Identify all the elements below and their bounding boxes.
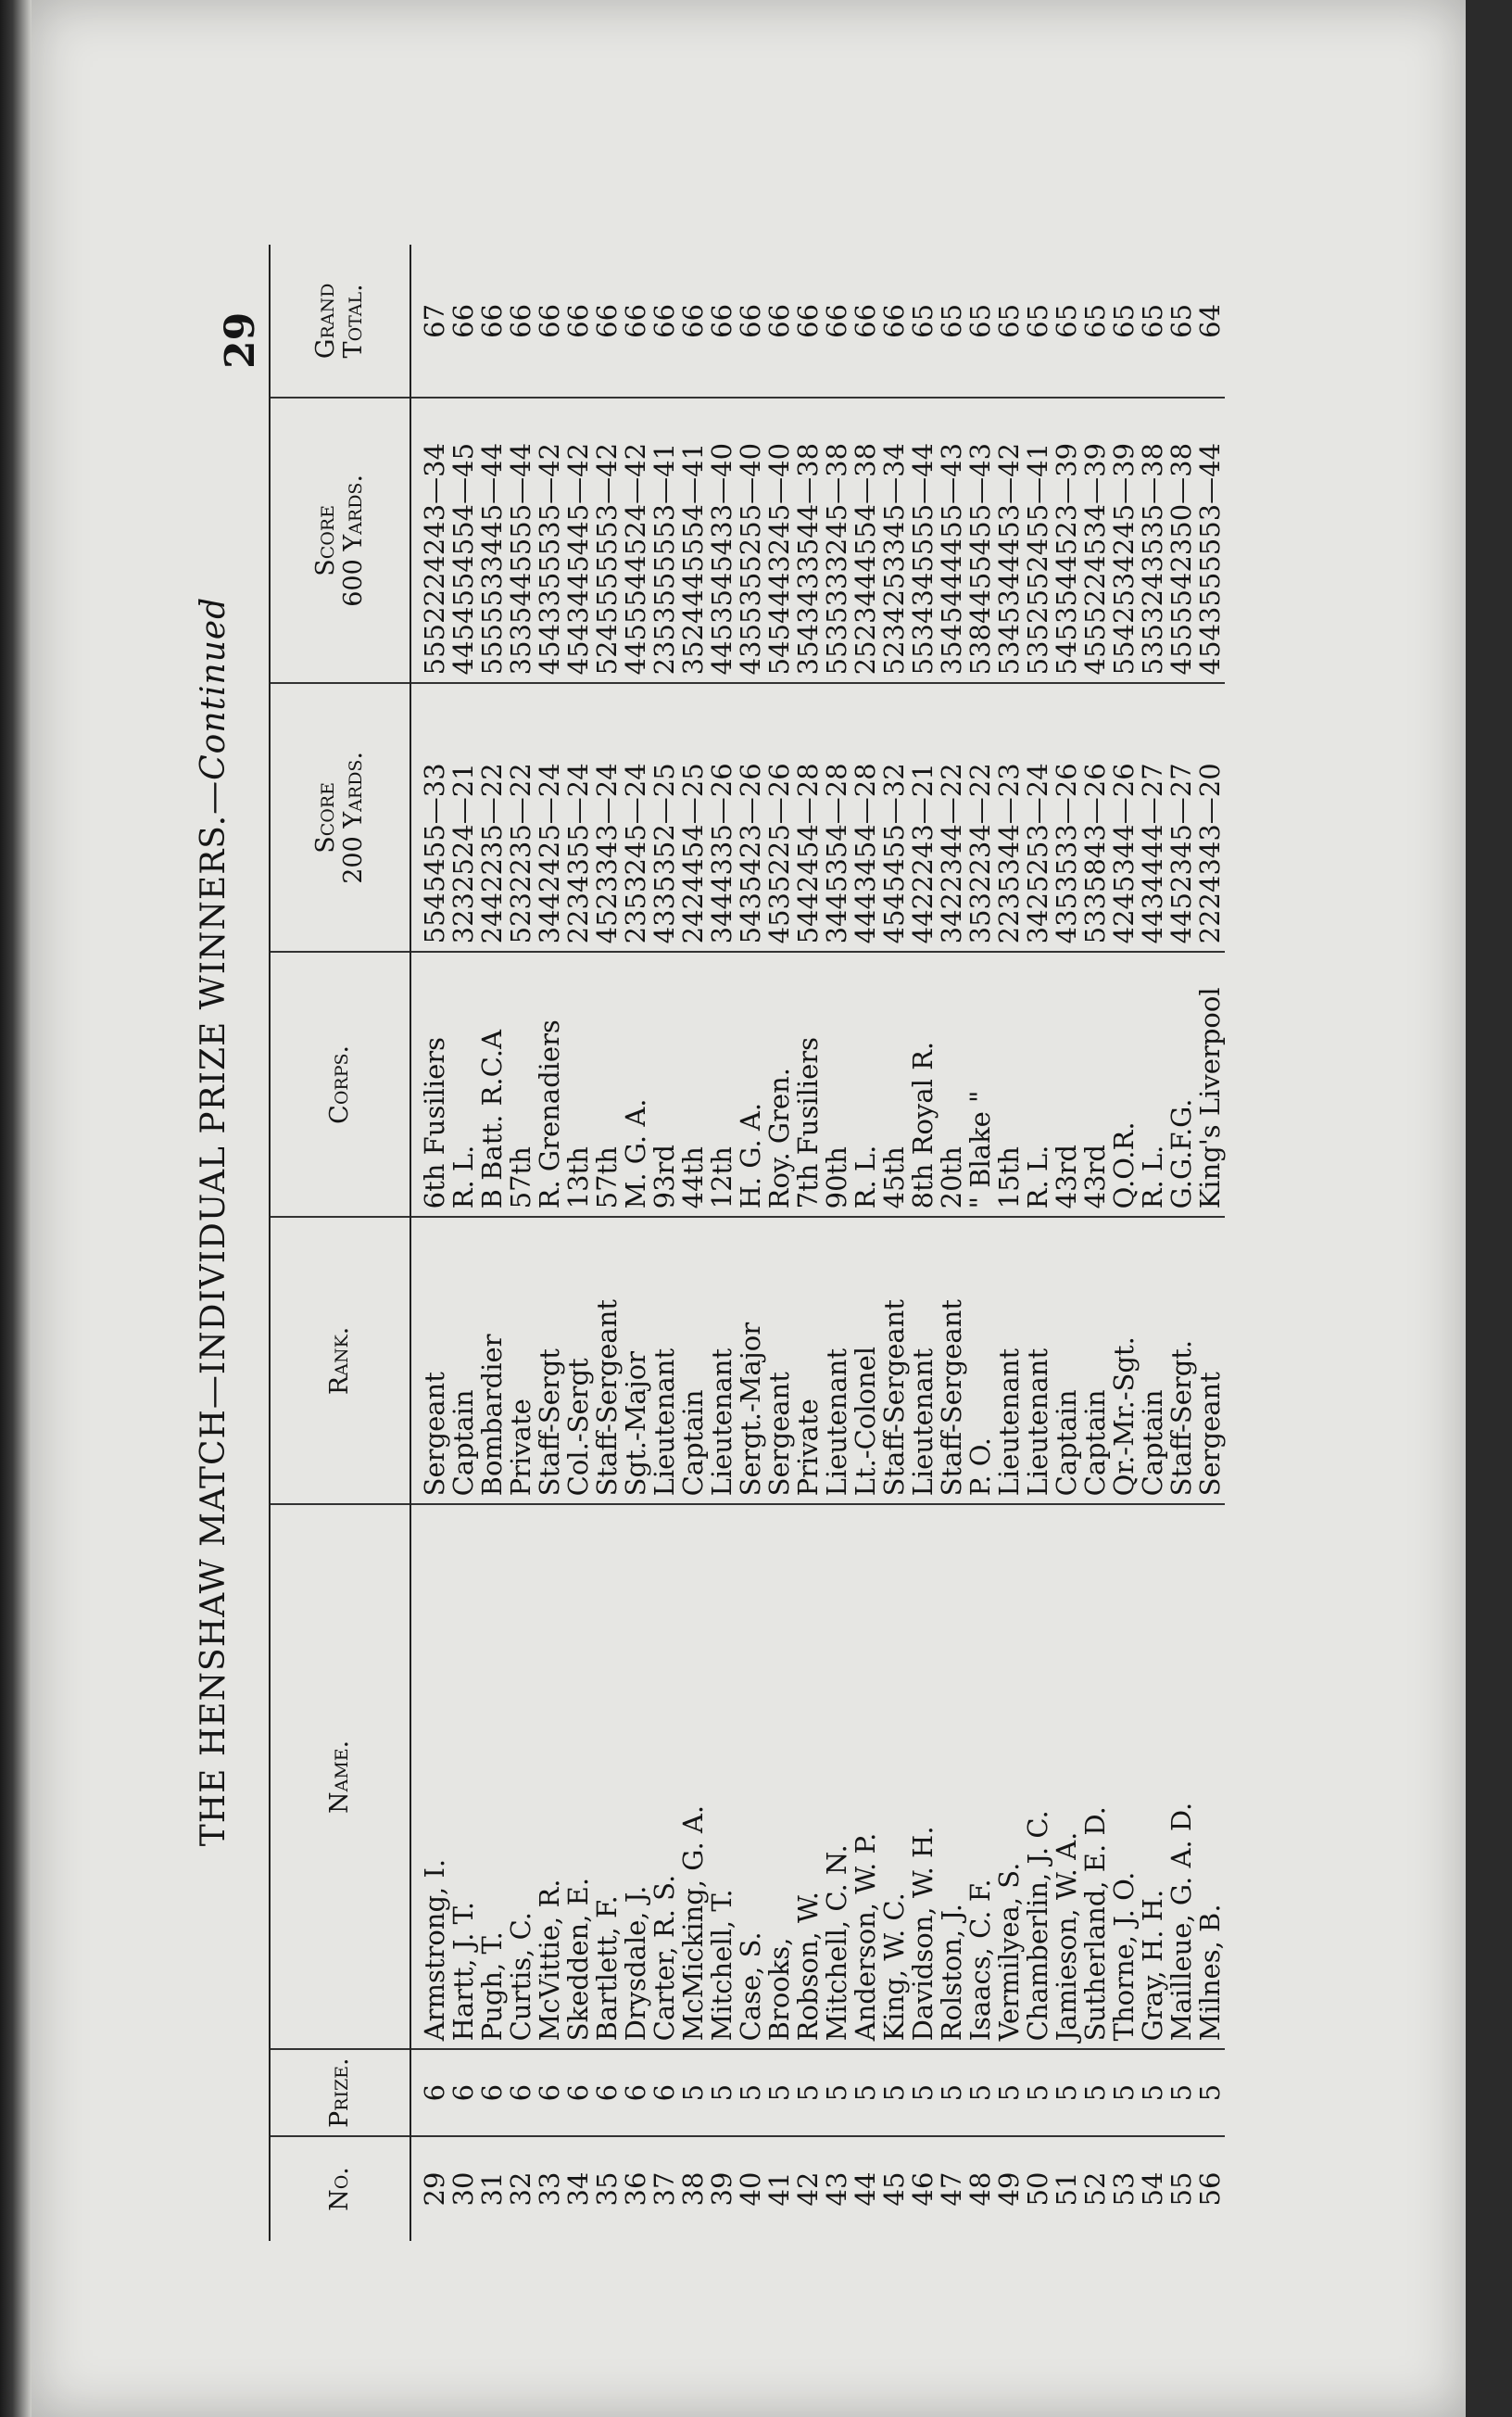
cell-s200: 2353245—24	[622, 683, 650, 952]
cell-no: 50	[1022, 2171, 1053, 2207]
cell-prize: 5	[737, 2049, 765, 2136]
cell-rank: Captain	[449, 1217, 478, 1504]
cell-prize: 5	[765, 2049, 794, 2136]
cell-no: 40	[735, 2171, 766, 2207]
table-row	[1110, 245, 1139, 2241]
header-corps: Corps.	[270, 952, 410, 1217]
cell-no: 54	[1137, 2171, 1168, 2207]
cell-s200: 2234355—24	[564, 683, 593, 952]
cell-name: Robson, W.	[794, 1504, 823, 2049]
cell-s200: 4535225—26	[765, 683, 794, 952]
cell-corps: King's Liverpool	[1196, 952, 1225, 1217]
header-no: No.	[270, 2136, 410, 2241]
cell-s200: 2235344—23	[995, 683, 1024, 952]
cell-s600: 5352552455—41	[1024, 398, 1052, 683]
cell-total: 66	[507, 245, 536, 398]
table-row	[679, 245, 708, 2241]
cell-total: 66	[536, 245, 564, 398]
cell-corps: R. L.	[449, 952, 478, 1217]
cell-corps: G.G.F.G.	[1167, 952, 1196, 1217]
cell-name: Carter, R. S.	[650, 1504, 679, 2049]
cell-s600: 5555533445—44	[478, 398, 507, 683]
cell-prize: 6	[449, 2049, 478, 2136]
table-row	[622, 245, 650, 2241]
cell-s200: 4353533—26	[1052, 683, 1081, 952]
cell-total: 66	[564, 245, 593, 398]
cell-rank: Staff-Sergeant	[593, 1217, 622, 1504]
cell-rank: Captain	[1081, 1217, 1110, 1504]
cell-name: Davidson, W. H.	[909, 1504, 938, 2049]
cell-prize: 5	[1024, 2049, 1052, 2136]
cell-s600: 4555224534—39	[1081, 398, 1110, 683]
header-prize: Prize.	[270, 2049, 410, 2136]
cell-no: 56	[1194, 2171, 1226, 2207]
table-row	[536, 245, 564, 2241]
cell-corps: Q.O.R.	[1110, 952, 1139, 1217]
cell-corps: 13th	[564, 952, 593, 1217]
cell-s600: 3524445554—41	[679, 398, 708, 683]
cell-s600: 5534345555—44	[909, 398, 938, 683]
header-total-line1: Grand	[311, 283, 340, 360]
cell-rank: Sergeant	[765, 1217, 794, 1504]
cell-s200: 4245344—26	[1110, 683, 1139, 952]
cell-prize: 5	[794, 2049, 823, 2136]
cell-s200: 4452345—27	[1167, 683, 1196, 952]
cell-no: 37	[649, 2171, 680, 2207]
cell-s200: 4434444—27	[1139, 683, 1167, 952]
cell-s600: 4453545433—40	[708, 398, 737, 683]
cell-s600: 4543555553—44	[1196, 398, 1225, 683]
cell-name: King, W. C.	[880, 1504, 909, 2049]
cell-prize: 5	[1110, 2049, 1139, 2136]
cell-name: Rolston, J.	[938, 1504, 966, 2049]
cell-prize: 5	[966, 2049, 995, 2136]
cell-s200: 2224343—20	[1196, 683, 1225, 952]
cell-s600: 5453544523—39	[1052, 398, 1081, 683]
cell-corps: 57th	[593, 952, 622, 1217]
cell-name: McVittie, R.	[536, 1504, 564, 2049]
cell-no: 52	[1079, 2171, 1111, 2207]
cell-no: 48	[964, 2171, 996, 2207]
cell-s600: 4555542350—38	[1167, 398, 1196, 683]
cell-no: 46	[907, 2171, 939, 2207]
cell-s600: 4455544524—42	[622, 398, 650, 683]
cell-prize: 6	[593, 2049, 622, 2136]
table-row	[938, 245, 966, 2241]
cell-name: Drysdale, J.	[622, 1504, 650, 2049]
cell-s600: 5542534245—39	[1110, 398, 1139, 683]
cell-total: 65	[966, 245, 995, 398]
cell-name: Isaacs, C. F.	[966, 1504, 995, 2049]
cell-s600: 5234253345—34	[880, 398, 909, 683]
cell-rank: Captain	[1139, 1217, 1167, 1504]
cell-rank: Sergt.-Major	[737, 1217, 765, 1504]
cell-no: 29	[419, 2171, 450, 2207]
cell-total: 66	[622, 245, 650, 398]
cell-rank: P. O.	[966, 1217, 995, 1504]
cell-prize: 5	[909, 2049, 938, 2136]
cell-s600: 5552224243—34	[410, 398, 449, 683]
cell-total: 65	[1052, 245, 1081, 398]
header-grand-total	[270, 245, 410, 398]
cell-name: Chamberlin, J. C.	[1024, 1504, 1052, 2049]
table-row	[851, 245, 880, 2241]
cell-no: 47	[936, 2171, 967, 2207]
cell-no: 33	[534, 2171, 565, 2207]
cell-name: Jamieson, W. A.	[1052, 1504, 1081, 2049]
cell-rank: Lieutenant	[1024, 1217, 1052, 1504]
cell-s600: 3535445555—44	[507, 398, 536, 683]
cell-s200: 4443454—28	[851, 683, 880, 952]
table-row	[737, 245, 765, 2241]
cell-prize: 5	[679, 2049, 708, 2136]
cell-corps: M. G. A.	[622, 952, 650, 1217]
cell-corps: 12th	[708, 952, 737, 1217]
cell-total: 66	[765, 245, 794, 398]
cell-total: 66	[679, 245, 708, 398]
table-row	[1052, 245, 1081, 2241]
table-row	[1139, 245, 1167, 2241]
cell-corps: 7th Fusiliers	[794, 952, 823, 1217]
cell-s600: 4454554554—45	[449, 398, 478, 683]
header-total-line2: Total.	[339, 284, 368, 359]
cell-prize: 6	[410, 2049, 449, 2136]
header-score-600	[270, 398, 410, 683]
cell-rank: Sergeant	[1196, 1217, 1225, 1504]
cell-corps: 6th Fusiliers	[410, 952, 449, 1217]
cell-s600: 4543445445—42	[564, 398, 593, 683]
cell-name: Bartlett, F.	[593, 1504, 622, 2049]
cell-rank: Staff-Sergt.	[1167, 1217, 1196, 1504]
document-page	[32, 0, 1466, 2417]
cell-name: Gray, H. H.	[1139, 1504, 1167, 2049]
table-row	[564, 245, 593, 2241]
header-rank: Rank.	[270, 1217, 410, 1504]
cell-s200: 4335352—25	[650, 683, 679, 952]
title-text: THE HENSHAW MATCH—INDIVIDUAL PRIZE WINNERS.	[195, 814, 233, 1847]
table-row	[794, 245, 823, 2241]
cell-rank: Qr.-Mr.-Sgt.	[1110, 1217, 1139, 1504]
table-row	[708, 245, 737, 2241]
cell-no: 42	[792, 2171, 824, 2207]
cell-no: 43	[821, 2171, 852, 2207]
cell-prize: 5	[880, 2049, 909, 2136]
table-row	[1196, 245, 1225, 2241]
cell-s200: 3232524—21	[449, 683, 478, 952]
cell-no: 32	[505, 2171, 536, 2207]
cell-rank: Lieutenant	[708, 1217, 737, 1504]
cell-s600: 5384455455—43	[966, 398, 995, 683]
cell-prize: 5	[995, 2049, 1024, 2136]
cell-s200: 2424454—25	[679, 683, 708, 952]
cell-no: 41	[763, 2171, 795, 2207]
cell-rank: Col.-Sergt	[564, 1217, 593, 1504]
table-row	[995, 245, 1024, 2241]
cell-no: 53	[1108, 2171, 1140, 2207]
cell-s200: 4545455—32	[880, 683, 909, 952]
header-score-600-line2: 600 Yards.	[339, 474, 368, 607]
cell-prize: 5	[1052, 2049, 1081, 2136]
cell-no: 49	[993, 2171, 1025, 2207]
cell-s200: 4523343—24	[593, 683, 622, 952]
cell-s200: 3442425—24	[536, 683, 564, 952]
cell-s200: 4422243—21	[909, 683, 938, 952]
cell-prize: 6	[507, 2049, 536, 2136]
cell-s200: 5442454—28	[794, 683, 823, 952]
cell-total: 65	[1024, 245, 1052, 398]
cell-name: Curtis, C.	[507, 1504, 536, 2049]
cell-name: Case, S.	[737, 1504, 765, 2049]
cell-name: Sutherland, E. D.	[1081, 1504, 1110, 2049]
cell-total: 66	[478, 245, 507, 398]
cell-total: 66	[823, 245, 851, 398]
cell-s600: 5353243535—38	[1139, 398, 1167, 683]
cell-no: 44	[850, 2171, 881, 2207]
cell-no: 55	[1166, 2171, 1197, 2207]
cell-s600: 4543355535—42	[536, 398, 564, 683]
header-score-200-line2: 200 Yards.	[339, 751, 368, 884]
cell-name: Thorne, J. O.	[1110, 1504, 1139, 2049]
cell-total: 65	[909, 245, 938, 398]
rotated-content	[139, 183, 1343, 2259]
cell-name: Brooks,	[765, 1504, 794, 2049]
table-row	[1081, 245, 1110, 2241]
cell-rank: Sgt.-Major	[622, 1217, 650, 1504]
cell-prize: 6	[564, 2049, 593, 2136]
cell-total: 66	[880, 245, 909, 398]
cell-corps: " Blake "	[966, 952, 995, 1217]
cell-name: McMicking, G. A.	[679, 1504, 708, 2049]
header-score-600-line1: Score	[311, 504, 340, 576]
table-row	[909, 245, 938, 2241]
cell-total: 65	[1139, 245, 1167, 398]
cell-total: 65	[1110, 245, 1139, 398]
cell-total: 65	[938, 245, 966, 398]
page-number: 29	[217, 311, 264, 369]
cell-total: 66	[593, 245, 622, 398]
table-row	[823, 245, 851, 2241]
cell-s200: 3425253—24	[1024, 683, 1052, 952]
table-row	[1024, 245, 1052, 2241]
cell-total: 66	[794, 245, 823, 398]
cell-s200: 5435423—26	[737, 683, 765, 952]
cell-rank: Lt.-Colonel	[851, 1217, 880, 1504]
cell-total: 66	[708, 245, 737, 398]
cell-prize: 5	[708, 2049, 737, 2136]
cell-prize: 5	[851, 2049, 880, 2136]
cell-corps: 8th Royal R.	[909, 952, 938, 1217]
cell-s200: 3532234—22	[966, 683, 995, 952]
cell-no: 31	[476, 2171, 508, 2207]
cell-s600: 5535333245—38	[823, 398, 851, 683]
cell-total: 65	[1081, 245, 1110, 398]
cell-s200: 5232235—22	[507, 683, 536, 952]
title-continued: —Continued	[195, 596, 233, 815]
cell-prize: 5	[1196, 2049, 1225, 2136]
cell-corps: 45th	[880, 952, 909, 1217]
table-row	[410, 245, 449, 2241]
cell-name: Armstrong, I.	[410, 1504, 449, 2049]
cell-s600: 2523444554—38	[851, 398, 880, 683]
table-row	[507, 245, 536, 2241]
table-row	[966, 245, 995, 2241]
cell-s200: 3444335—26	[708, 683, 737, 952]
cell-rank: Private	[507, 1217, 536, 1504]
table-row	[593, 245, 622, 2241]
cell-rank: Bombardier	[478, 1217, 507, 1504]
cell-corps: B Batt. R.C.A	[478, 952, 507, 1217]
cell-corps: 44th	[679, 952, 708, 1217]
cell-total: 66	[851, 245, 880, 398]
cell-corps: 43rd	[1081, 952, 1110, 1217]
cell-total: 65	[995, 245, 1024, 398]
cell-corps: 15th	[995, 952, 1024, 1217]
cell-s600: 5454443245—40	[765, 398, 794, 683]
table-row	[765, 245, 794, 2241]
cell-no: 51	[1051, 2171, 1082, 2207]
cell-rank: Captain	[679, 1217, 708, 1504]
cell-s200: 5335843—26	[1081, 683, 1110, 952]
cell-name: Milnes, B.	[1196, 1504, 1225, 2049]
cell-no: 30	[447, 2171, 479, 2207]
cell-corps: R. Grenadiers	[536, 952, 564, 1217]
cell-prize: 6	[650, 2049, 679, 2136]
cell-prize: 5	[823, 2049, 851, 2136]
cell-corps: H. G. A.	[737, 952, 765, 1217]
cell-rank: Staff-Sergt	[536, 1217, 564, 1504]
table-row	[478, 245, 507, 2241]
cell-corps: Roy. Gren.	[765, 952, 794, 1217]
page-title	[195, 183, 233, 2259]
cell-s600: 5345344453—42	[995, 398, 1024, 683]
cell-rank: Staff-Sergeant	[938, 1217, 966, 1504]
scan-left-edge	[0, 0, 32, 2417]
cell-corps: R. L.	[1139, 952, 1167, 1217]
table-row	[1167, 245, 1196, 2241]
cell-total: 64	[1196, 245, 1225, 398]
header-score-200-line1: Score	[311, 781, 340, 854]
cell-prize: 6	[622, 2049, 650, 2136]
cell-total: 66	[650, 245, 679, 398]
cell-corps: 93rd	[650, 952, 679, 1217]
cell-name: Mitchell, T.	[708, 1504, 737, 2049]
cell-prize: 5	[938, 2049, 966, 2136]
cell-s600: 4355355255—40	[737, 398, 765, 683]
cell-s200: 2442235—22	[478, 683, 507, 952]
cell-s600: 5245555553—42	[593, 398, 622, 683]
cell-no: 39	[706, 2171, 737, 2207]
cell-total: 66	[737, 245, 765, 398]
cell-rank: Private	[794, 1217, 823, 1504]
cell-no: 36	[620, 2171, 651, 2207]
cell-name: Skedden, E.	[564, 1504, 593, 2049]
header-score-200	[270, 683, 410, 952]
cell-prize: 6	[536, 2049, 564, 2136]
cell-rank: Lieutenant	[995, 1217, 1024, 1504]
cell-rank: Sergeant	[410, 1217, 449, 1504]
cell-corps: 43rd	[1052, 952, 1081, 1217]
cell-rank: Captain	[1052, 1217, 1081, 1504]
cell-corps: 90th	[823, 952, 851, 1217]
table-row	[449, 245, 478, 2241]
cell-rank: Staff-Sergeant	[880, 1217, 909, 1504]
cell-rank: Lieutenant	[650, 1217, 679, 1504]
header-row	[270, 245, 410, 2241]
cell-prize: 5	[1081, 2049, 1110, 2136]
cell-s600: 3545444455—43	[938, 398, 966, 683]
cell-name: Anderson, W. P.	[851, 1504, 880, 2049]
cell-no: 34	[562, 2171, 594, 2207]
cell-no: 38	[677, 2171, 709, 2207]
cell-prize: 6	[478, 2049, 507, 2136]
table-row	[880, 245, 909, 2241]
cell-total: 65	[1167, 245, 1196, 398]
cell-name: Mitchell, C. N.	[823, 1504, 851, 2049]
cell-prize: 5	[1167, 2049, 1196, 2136]
cell-corps: 20th	[938, 952, 966, 1217]
cell-rank: Lieutenant	[909, 1217, 938, 1504]
table-row	[650, 245, 679, 2241]
cell-no: 45	[878, 2171, 910, 2207]
cell-s200: 3422344—22	[938, 683, 966, 952]
cell-s200: 5545455—33	[410, 683, 449, 952]
cell-name: Mailleue, G. A. D.	[1167, 1504, 1196, 2049]
cell-corps: R. L.	[851, 952, 880, 1217]
cell-total: 67	[410, 245, 449, 398]
cell-no: 35	[591, 2171, 623, 2207]
cell-name: Vermilyea, S.	[995, 1504, 1024, 2049]
cell-s200: 3445354—28	[823, 683, 851, 952]
prize-winners-table	[269, 245, 1225, 2241]
header-name: Name.	[270, 1504, 410, 2049]
cell-corps: R. L.	[1024, 952, 1052, 1217]
cell-corps: 57th	[507, 952, 536, 1217]
cell-s600: 3543433544—38	[794, 398, 823, 683]
cell-prize: 5	[1139, 2049, 1167, 2136]
cell-name: Pugh, T.	[478, 1504, 507, 2049]
cell-total: 66	[449, 245, 478, 398]
cell-name: Hartt, J. T.	[449, 1504, 478, 2049]
cell-s600: 2353555553—41	[650, 398, 679, 683]
cell-rank: Lieutenant	[823, 1217, 851, 1504]
